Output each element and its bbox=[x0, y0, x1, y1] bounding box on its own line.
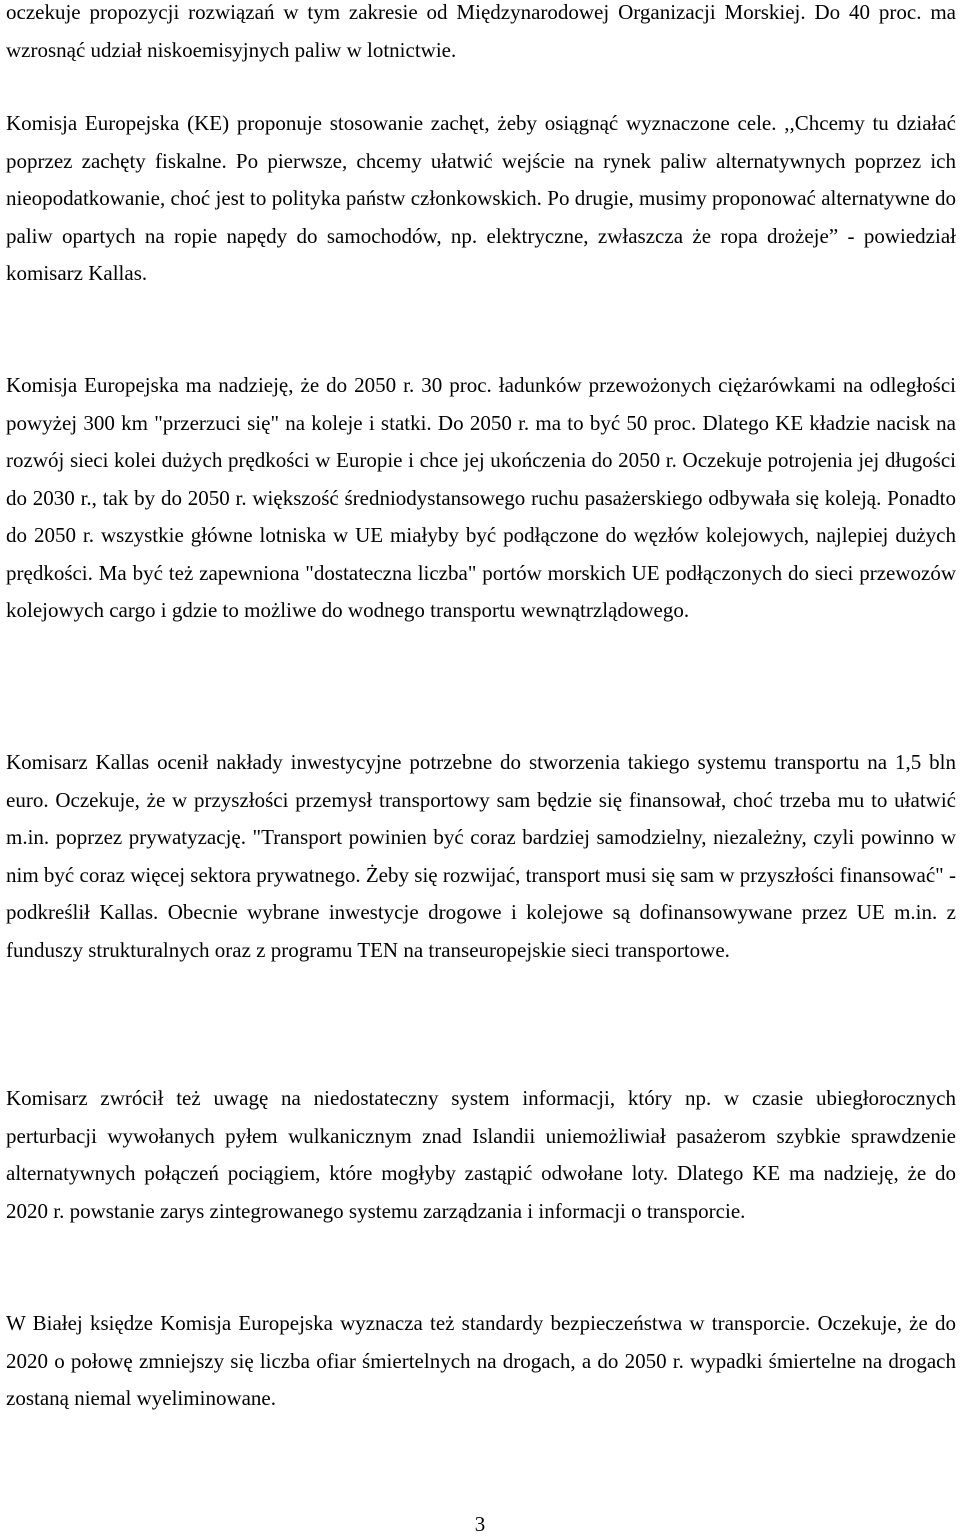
paragraph-intro: oczekuje propozycji rozwiązań w tym zakresie od Międzynarodowej Organizacji Morskiej. Do 40 proc. ma wzrosnąć udział niskoemisyjnych paliw w lotnictwie. bbox=[6, 0, 956, 62]
paragraph-kallas-investment: Komisarz Kallas ocenił nakłady inwestycyjne potrzebne do stworzenia takiego systemu transportu na 1,5 bln euro. Oczekuje, że w przyszłości przemysł transportowy sam będzie się finansował, choć trzeba mu to ułatwić m.in. poprzez prywatyzację. "Transport powinien być coraz bardziej samodzielny, niezależny, czyli powinno w nim być coraz więcej sektora prywatnego. Żeby się rozwijać, transport musi się sam w przyszłości finansować" - podkreślił Kallas. Obecnie wybrane inwestycje drogowe i kolejowe są dofinansowywane przez UE m.in. z funduszy strukturalnych oraz z programu TEN na transeuropejskie sieci transportowe. bbox=[6, 750, 956, 962]
paragraph-information-system: Komisarz zwrócił też uwagę na niedostateczny system informacji, który np. w czasie ubiegłorocznych perturbacji wywołanych pyłem wulkanicznym znad Islandii uniemożliwiał pasażerom szybkie sprawdzenie alternatywnych połączeń pociągiem, które mogłyby zastąpić odwołane loty. Dlatego KE ma nadzieję, że do 2020 r. powstanie zarys zintegrowanego systemu zarządzania i informacji o transporcie. bbox=[6, 1086, 956, 1223]
paragraph-ke-incentives: Komisja Europejska (KE) proponuje stosowanie zachęt, żeby osiągnąć wyznaczone cele. ,,Chcemy tu działać poprzez zachęty fiskalne. Po pierwsze, chcemy ułatwić wejście na rynek paliw alternatywnych poprzez ich nieopodatkowanie, choć jest to polityka państw członkowskich. Po drugie, musimy proponować alternatywne do paliw opartych na ropie napędy do samochodów, np. elektryczne, zwłaszcza że ropa drożeje” - powiedział komisarz Kallas. bbox=[6, 111, 956, 285]
paragraph-safety: W Białej księdze Komisja Europejska wyznacza też standardy bezpieczeństwa w transporcie. Oczekuje, że do 2020 o połowę zmniejszy się liczba ofiar śmiertelnych na drogach, a do 2050 r. wypadki śmiertelne na drogach zostaną niemal wyeliminowane. bbox=[6, 1311, 956, 1410]
paragraph-cargo-rail: Komisja Europejska ma nadzieję, że do 2050 r. 30 proc. ładunków przewożonych ciężarówkami na odległości powyżej 300 km "przerzuci się" na koleje i statki. Do 2050 r. ma to być 50 proc. Dlatego KE kładzie nacisk na rozwój sieci kolei dużych prędkości w Europie i chce jej ukończenia do 2050 r. Oczekuje potrojenia jej długości do 2030 r., tak by do 2050 r. większość średniodystansowego ruchu pasażerskiego odbywała się koleją. Ponadto do 2050 r. wszystkie główne lotniska w UE miałyby być podłączone do węzłów kolejowych, najlepiej dużych prędkości. Ma być też zapewniona "dostateczna liczba" portów morskich UE podłączonych do sieci przewozów kolejowych cargo i gdzie to możliwe do wodnego transportu wewnątrzlądowego. bbox=[6, 373, 956, 622]
page-number: 3 bbox=[474, 1512, 486, 1536]
